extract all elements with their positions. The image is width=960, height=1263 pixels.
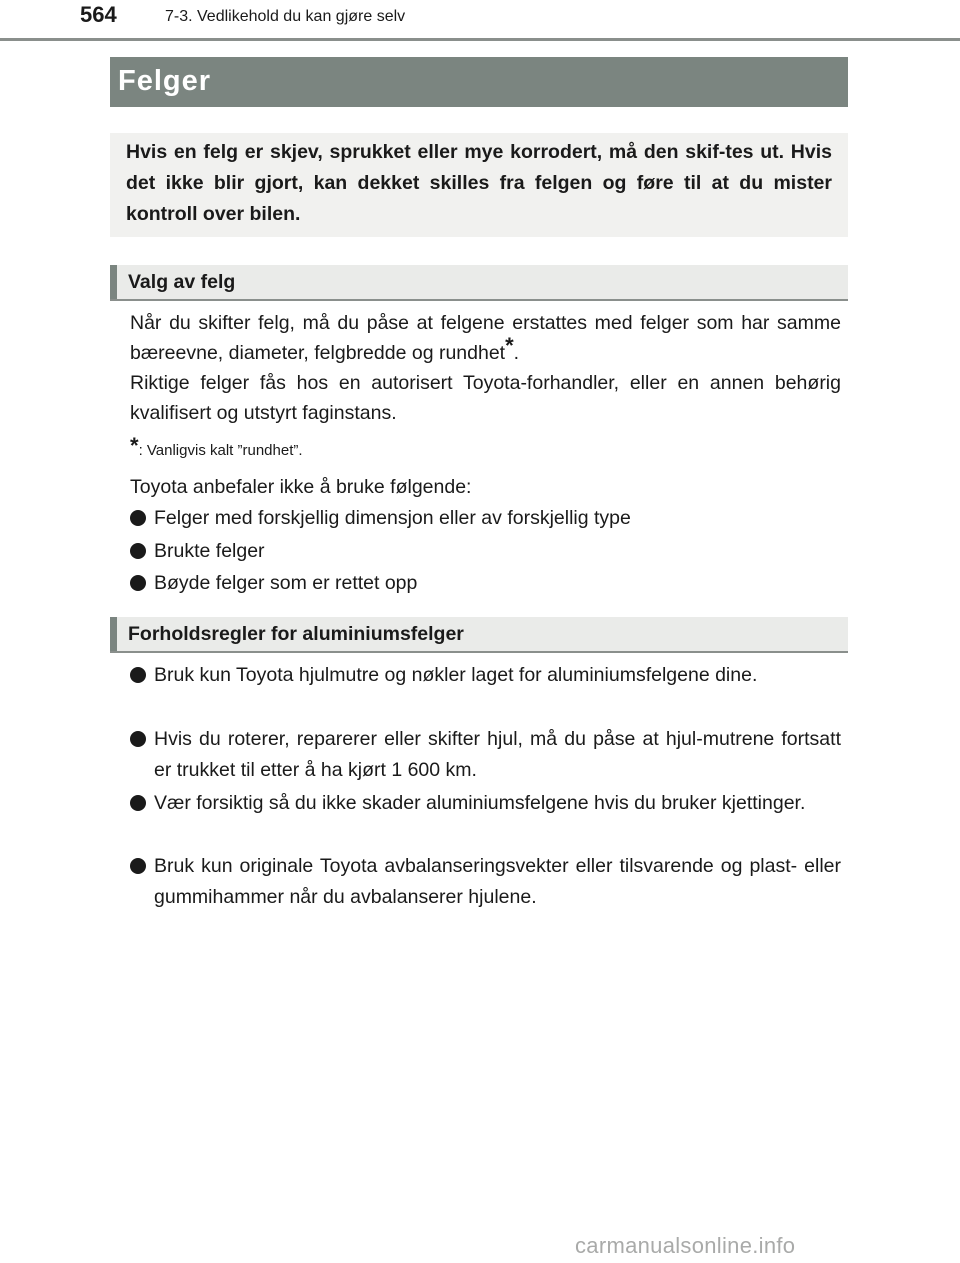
list-item-text: Bruk kun Toyota hjulmutre og nøkler laget for aluminiumsfelgene dine. <box>154 664 758 686</box>
bullet-icon <box>130 667 146 683</box>
section-heading-label: Valg av felg <box>128 271 236 293</box>
bullet-icon <box>130 731 146 747</box>
paragraph-dealer: Riktige felger fås hos en autorisert Toyota-forhandler, eller en annen behørig kvalifisert og utstyrt faginstans. <box>130 372 841 424</box>
list-item <box>130 660 841 691</box>
list-item <box>130 724 841 786</box>
bullet-icon <box>130 795 146 811</box>
footnote-star: * <box>130 433 139 458</box>
list-item <box>130 788 841 819</box>
page-number: 564 <box>80 2 117 27</box>
bullet-icon <box>130 858 146 874</box>
section-heading-rim-selection <box>110 265 848 301</box>
intro-text: Hvis en felg er skjev, sprukket eller mye korrodert, må den skif-tes ut. Hvis det ikke blir gjort, kan dekket skilles fra felgen og føre til at du mister kontroll over bilen. <box>126 141 832 225</box>
list-item <box>130 568 841 599</box>
chapter-title: 7-3. Vedlikehold du kan gjøre selv <box>165 8 406 25</box>
intro-box <box>110 133 848 237</box>
list-item <box>130 536 841 567</box>
bullet-icon <box>130 543 146 559</box>
list-item-text: Bruk kun originale Toyota avbalanseringsvekter eller tilsvarende og plast- eller gummihammer når du avbalanserer hjulene. <box>154 855 841 908</box>
header-divider <box>0 38 960 41</box>
title-bar <box>110 57 848 107</box>
watermark: carmanualsonline.info <box>575 1233 796 1258</box>
list-item <box>130 503 841 534</box>
list-item-text: Bøyde felger som er rettet opp <box>154 572 418 594</box>
bullet-icon <box>130 510 146 526</box>
paragraph-end: . <box>513 342 520 364</box>
bullet-icon <box>130 575 146 591</box>
paragraph-text: Når du skifter felg, må du påse at felgene erstattes med felger som har samme bæreevne, diameter, felgbredde og rundhet <box>130 312 841 364</box>
paragraph-rim-replacement <box>130 308 841 368</box>
list-item-text: Hvis du roterer, reparerer eller skifter hjul, må du påse at hjul-mutrene fortsatt er trukket til etter å ha kjørt 1 600 km. <box>154 728 841 781</box>
section-heading-aluminium-precautions <box>110 617 848 653</box>
page-title: Felger <box>118 65 212 97</box>
footnote-marker: * <box>505 333 514 358</box>
list-item <box>130 851 841 913</box>
section-heading-label: Forholdsregler for aluminiumsfelger <box>128 623 464 645</box>
list-item-text: Felger med forskjellig dimensjon eller av forskjellig type <box>154 507 631 529</box>
paragraph-recommendation: Toyota anbefaler ikke å bruke følgende: <box>130 476 472 498</box>
footnote <box>130 433 841 461</box>
list-item-text: Brukte felger <box>154 540 265 562</box>
footnote-text: : Vanligvis kalt ”rundhet”. <box>138 442 303 459</box>
list-item-text: Vær forsiktig så du ikke skader aluminiumsfelgene hvis du bruker kjettinger. <box>154 792 806 814</box>
